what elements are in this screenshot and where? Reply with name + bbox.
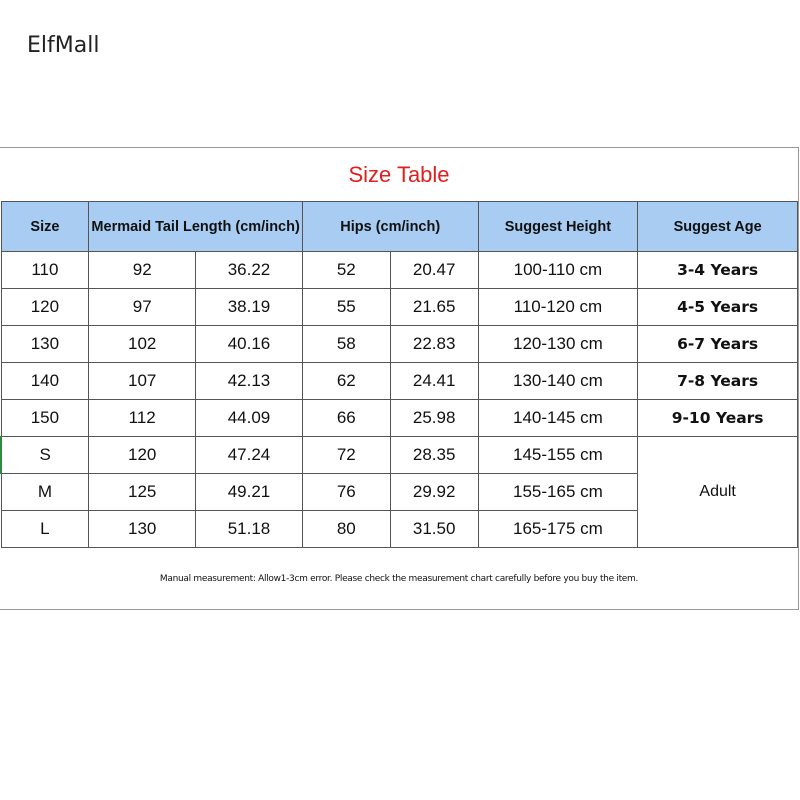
hips-inch-cell: 29.92 — [390, 474, 478, 511]
header-suggest-age: Suggest Age — [638, 202, 798, 252]
size-cell: M — [1, 474, 89, 511]
tail-inch-cell: 51.18 — [196, 511, 303, 548]
hips-cm-cell: 62 — [302, 363, 390, 400]
table-row — [1, 400, 798, 437]
header-size: Size — [1, 202, 89, 252]
tail-inch-cell: 42.13 — [196, 363, 303, 400]
hips-cm-cell: 55 — [302, 289, 390, 326]
height-cell: 120-130 cm — [478, 326, 638, 363]
table-row — [1, 289, 798, 326]
hips-inch-cell: 25.98 — [390, 400, 478, 437]
size-table — [0, 201, 798, 548]
hips-cm-cell: 76 — [302, 474, 390, 511]
tail-cm-cell: 125 — [89, 474, 196, 511]
height-cell: 155-165 cm — [478, 474, 638, 511]
tail-inch-cell: 40.16 — [196, 326, 303, 363]
hips-cm-cell: 72 — [302, 437, 390, 474]
tail-inch-cell: 38.19 — [196, 289, 303, 326]
hips-inch-cell: 31.50 — [390, 511, 478, 548]
age-cell: 3-4 Years — [638, 252, 798, 289]
tail-inch-cell: 49.21 — [196, 474, 303, 511]
tail-cm-cell: 120 — [89, 437, 196, 474]
hips-inch-cell: 24.41 — [390, 363, 478, 400]
header-hips: Hips (cm/inch) — [302, 202, 478, 252]
size-cell: 110 — [1, 252, 89, 289]
tail-cm-cell: 112 — [89, 400, 196, 437]
tail-cm-cell: 97 — [89, 289, 196, 326]
hips-inch-cell: 22.83 — [390, 326, 478, 363]
height-cell: 130-140 cm — [478, 363, 638, 400]
hips-inch-cell: 21.65 — [390, 289, 478, 326]
table-row — [1, 437, 798, 474]
table-row — [1, 363, 798, 400]
age-cell: 7-8 Years — [638, 363, 798, 400]
size-cell: S — [1, 437, 89, 474]
age-cell: 6-7 Years — [638, 326, 798, 363]
table-row — [1, 326, 798, 363]
height-cell: 110-120 cm — [478, 289, 638, 326]
brand-name: ElfMall — [27, 33, 100, 58]
hips-cm-cell: 80 — [302, 511, 390, 548]
tail-cm-cell: 92 — [89, 252, 196, 289]
size-cell: 120 — [1, 289, 89, 326]
height-cell: 165-175 cm — [478, 511, 638, 548]
hips-cm-cell: 66 — [302, 400, 390, 437]
hips-inch-cell: 20.47 — [390, 252, 478, 289]
hips-cm-cell: 52 — [302, 252, 390, 289]
size-cell: 140 — [1, 363, 89, 400]
size-cell: 150 — [1, 400, 89, 437]
size-chart — [0, 147, 799, 610]
height-cell: 100-110 cm — [478, 252, 638, 289]
height-cell: 145-155 cm — [478, 437, 638, 474]
header-suggest-height: Suggest Height — [478, 202, 638, 252]
size-cell: 130 — [1, 326, 89, 363]
table-row — [1, 252, 798, 289]
hips-cm-cell: 58 — [302, 326, 390, 363]
age-cell: 9-10 Years — [638, 400, 798, 437]
height-cell: 140-145 cm — [478, 400, 638, 437]
hips-inch-cell: 28.35 — [390, 437, 478, 474]
measurement-note: Manual measurement: Allow1-3cm error. Please check the measurement chart carefully before you buy the item. — [159, 574, 639, 584]
tail-cm-cell: 107 — [89, 363, 196, 400]
size-table-title: Size Table — [348, 161, 450, 187]
age-cell: 4-5 Years — [638, 289, 798, 326]
tail-cm-cell: 102 — [89, 326, 196, 363]
header-mermaid-tail-length: Mermaid Tail Length (cm/inch) — [89, 202, 303, 252]
tail-cm-cell: 130 — [89, 511, 196, 548]
tail-inch-cell: 36.22 — [196, 252, 303, 289]
tail-inch-cell: 44.09 — [196, 400, 303, 437]
header-row — [1, 202, 798, 252]
size-cell: L — [1, 511, 89, 548]
adult-age-cell: Adult — [638, 437, 798, 548]
tail-inch-cell: 47.24 — [196, 437, 303, 474]
